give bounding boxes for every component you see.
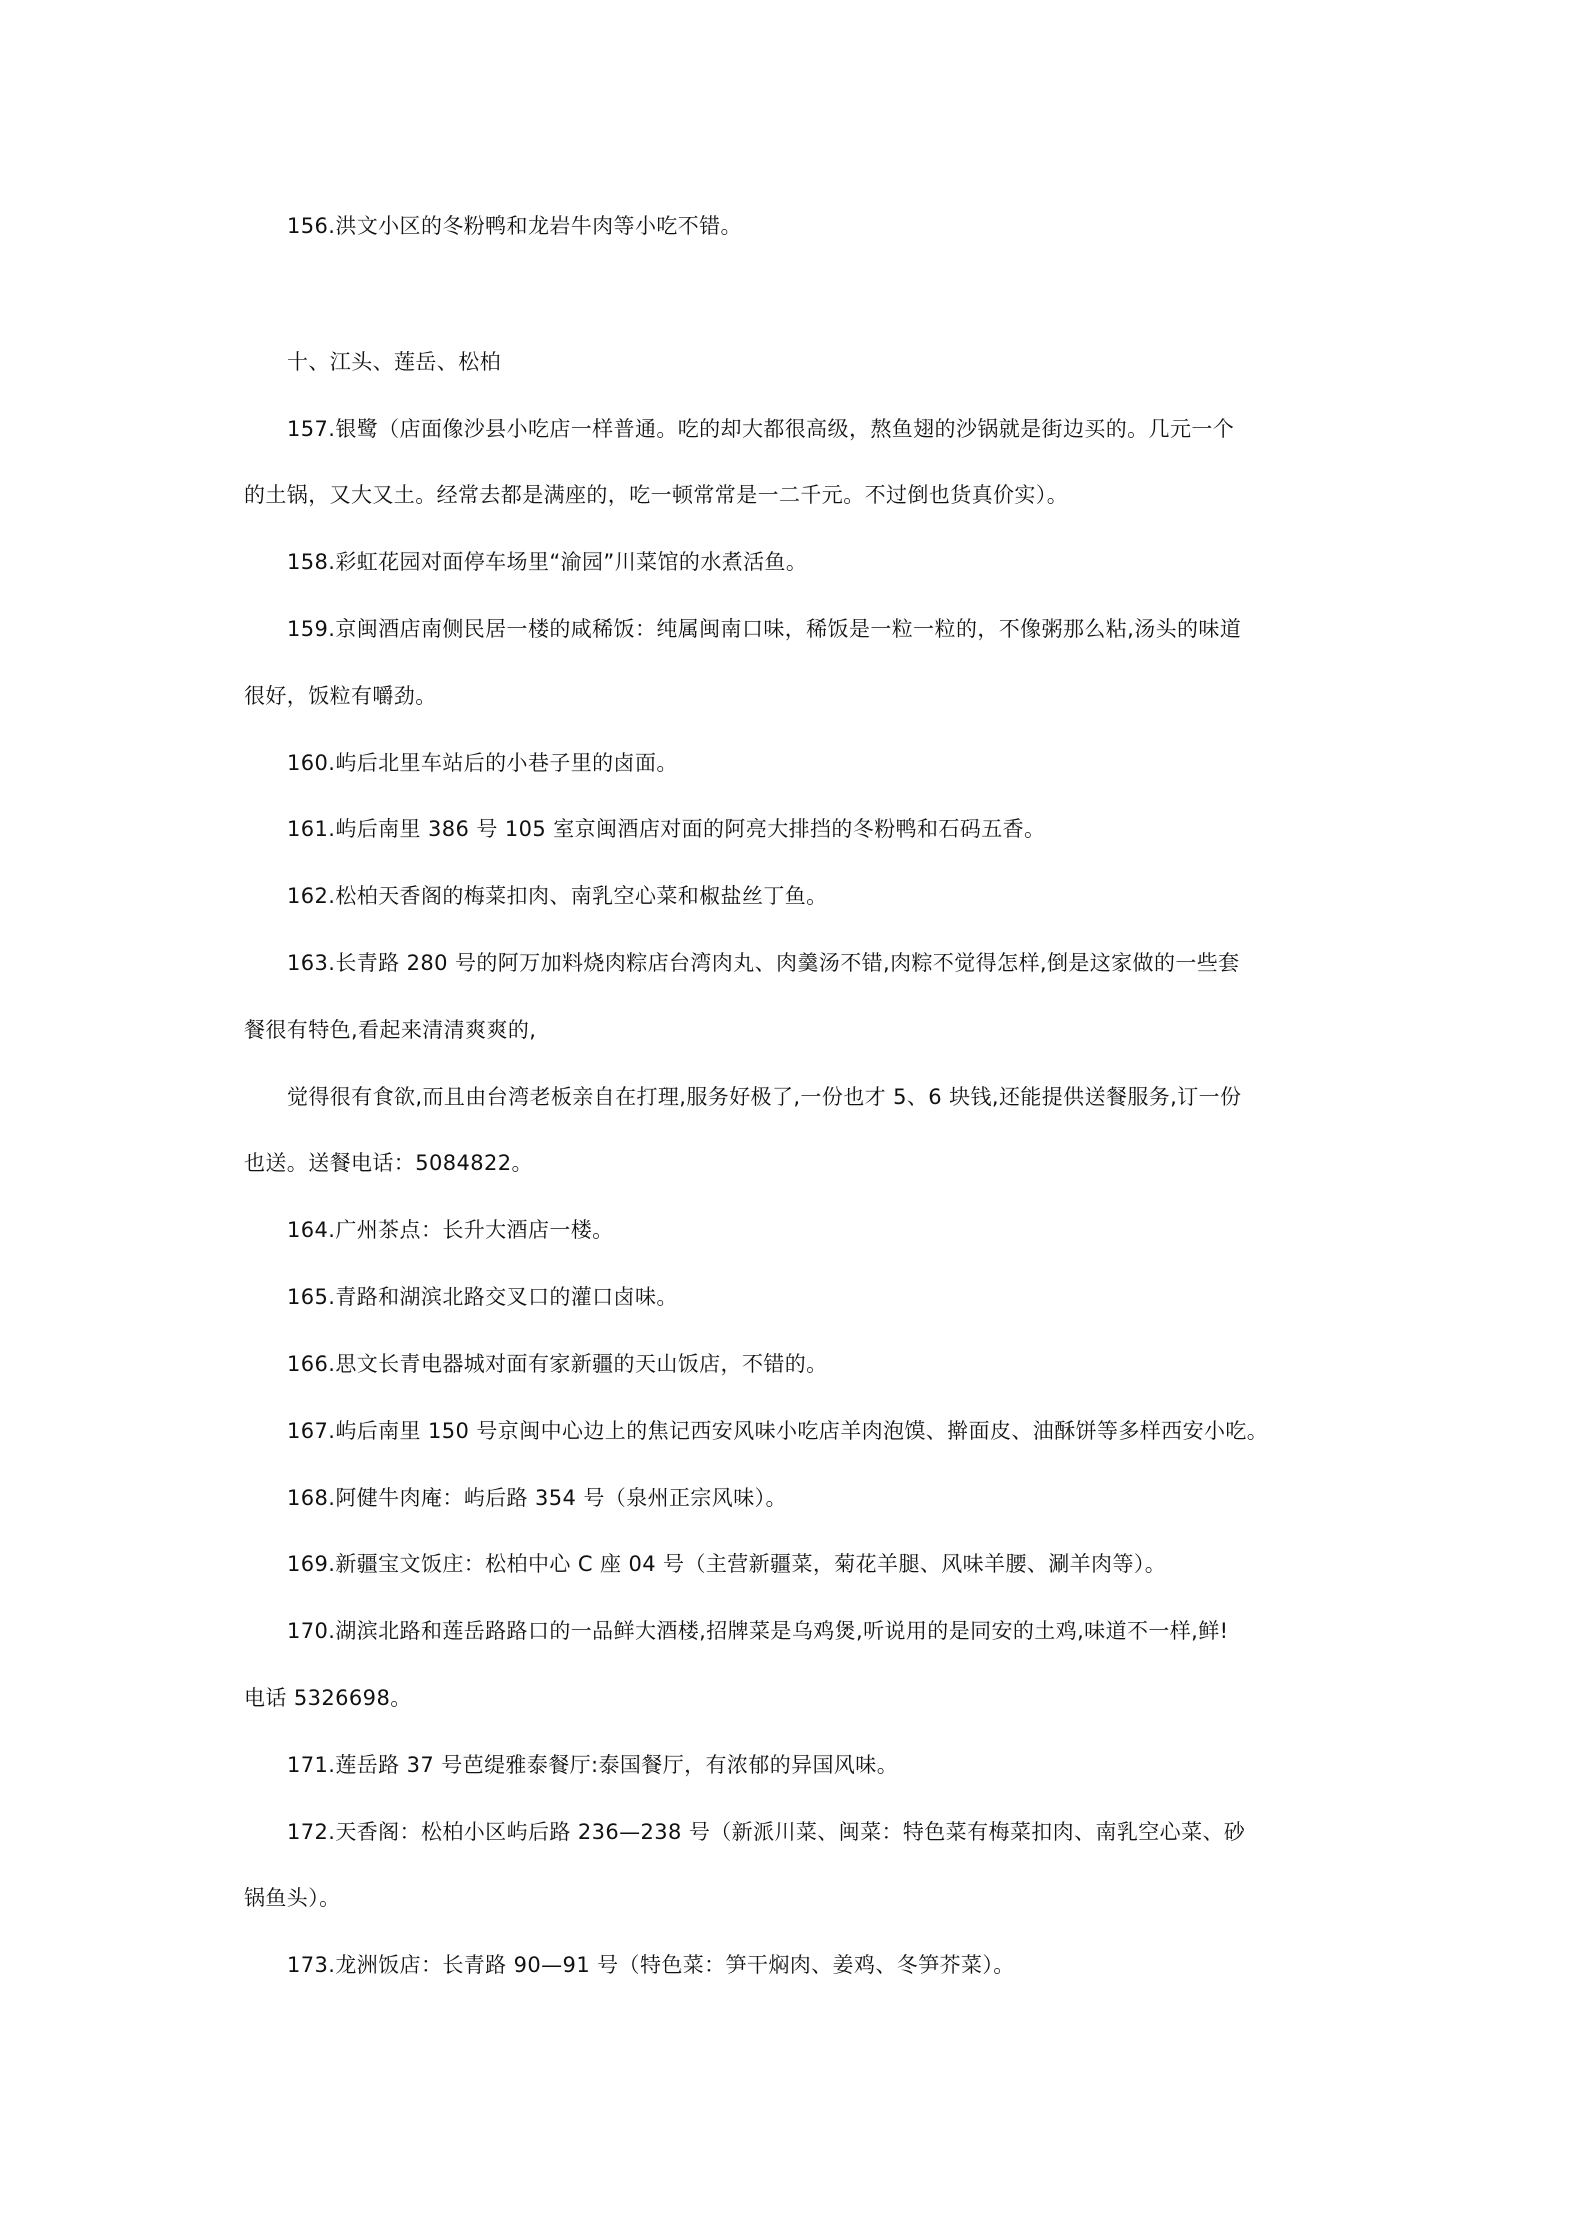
entry-157-continuation: 的土锅，又大又土。经常去都是满座的，吃一顿常常是一二千元。不过倒也货真价实）。 [244, 483, 1069, 507]
entry-167: 167.屿后南里 150 号京闽中心边上的焦记西安风味小吃店羊肉泡馍、擀面皮、油酥饼等多样西安小吃。 [287, 1419, 1269, 1443]
entry-170-continuation: 电话 5326698。 [244, 1686, 412, 1710]
entry-163: 163.长青路 280 号的阿万加料烧肉粽店台湾肉丸、肉羹汤不错,肉粽不觉得怎样,倒是这家做的一些套 [287, 951, 1240, 975]
entry-172: 172.天香阁：松柏小区屿后路 236—238 号（新派川菜、闽菜：特色菜有梅菜扣肉、南乳空心菜、砂 [287, 1820, 1246, 1844]
entry-169: 169.新疆宝文饭庄：松柏中心 C 座 04 号（主营新疆菜，菊花羊腿、风味羊腰、涮羊肉等）。 [287, 1552, 1167, 1576]
section-heading: 十、江头、莲岳、松柏 [287, 350, 501, 374]
entry-163-paragraph-continuation: 也送。送餐电话：5084822。 [244, 1151, 533, 1175]
entry-165: 165.青路和湖滨北路交叉口的灌口卤味。 [287, 1285, 678, 1309]
entry-163-paragraph: 觉得很有食欲,而且由台湾老板亲自在打理,服务好极了,一份也才 5、6 块钱,还能提供送餐服务,订一份 [287, 1085, 1242, 1109]
entry-161: 161.屿后南里 386 号 105 室京闽酒店对面的阿亮大排挡的冬粉鸭和石码五香。 [287, 817, 1046, 841]
entry-158: 158.彩虹花园对面停车场里“渝园”川菜馆的水煮活鱼。 [287, 550, 808, 574]
entry-159-continuation: 很好，饭粒有嚼劲。 [244, 684, 437, 708]
entry-173: 173.龙洲饭店：长青路 90—91 号（特色菜：笋干焖肉、姜鸡、冬笋芥菜）。 [287, 1953, 1015, 1977]
entry-156: 156.洪文小区的冬粉鸭和龙岩牛肉等小吃不错。 [287, 214, 742, 238]
entry-163-continuation: 餐很有特色,看起来清清爽爽的, [244, 1018, 537, 1042]
entry-166: 166.思文长青电器城对面有家新疆的天山饭店，不错的。 [287, 1352, 828, 1376]
entry-168: 168.阿健牛肉庵：屿后路 354 号（泉州正宗风味）。 [287, 1486, 787, 1510]
entry-172-continuation: 锅鱼头）。 [244, 1886, 341, 1910]
entry-170: 170.湖滨北路和莲岳路路口的一品鲜大酒楼,招牌菜是乌鸡煲,听说用的是同安的土鸡,味道不一样,鲜! [287, 1619, 1229, 1643]
entry-160: 160.屿后北里车站后的小巷子里的卤面。 [287, 751, 678, 775]
entry-171: 171.莲岳路 37 号芭缇雅泰餐厅:泰国餐厅，有浓郁的异国风味。 [287, 1753, 899, 1777]
entry-162: 162.松柏天香阁的梅菜扣肉、南乳空心菜和椒盐丝丁鱼。 [287, 884, 828, 908]
entry-157: 157.银鹭（店面像沙县小吃店一样普通。吃的却大都很高级，熬鱼翅的沙锅就是街边买的。几元一个 [287, 417, 1235, 441]
entry-159: 159.京闽酒店南侧民居一楼的咸稀饭：纯属闽南口味，稀饭是一粒一粒的，不像粥那么粘,汤头的味道 [287, 617, 1242, 641]
entry-164: 164.广州茶点：长升大酒店一楼。 [287, 1218, 614, 1242]
